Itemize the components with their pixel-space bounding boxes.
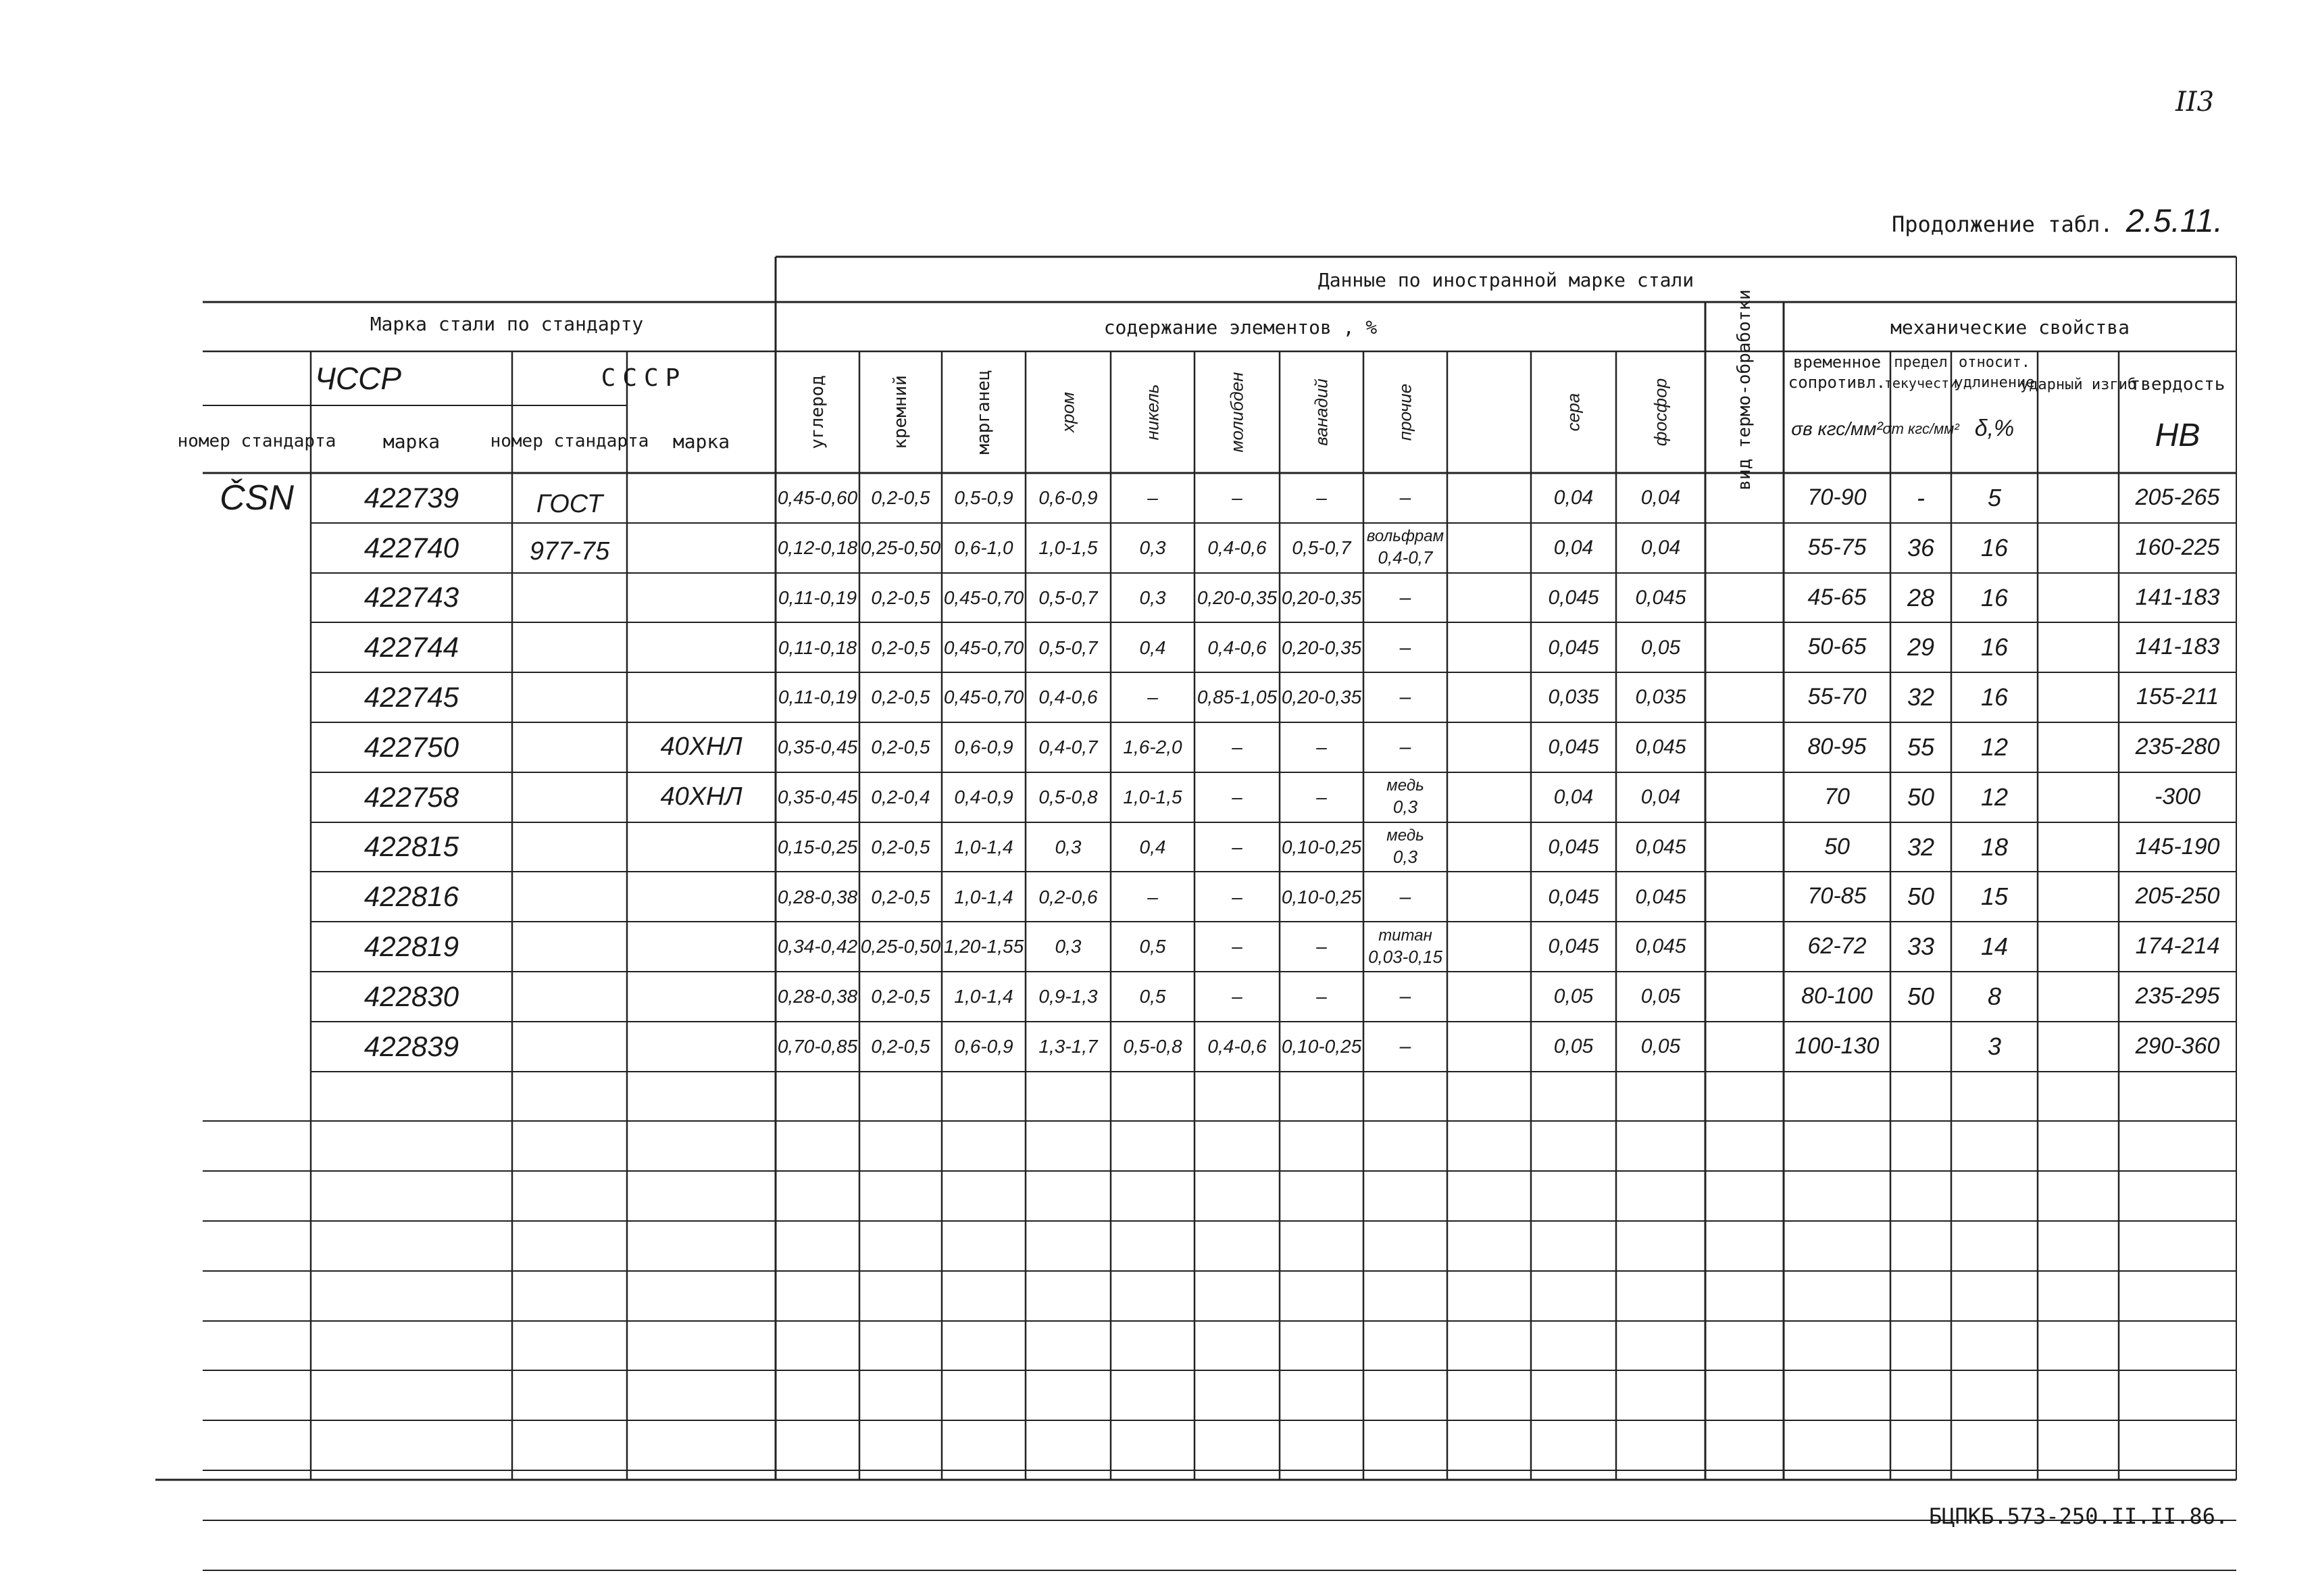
vanadium-value: 0,5-0,7 [1292,537,1351,558]
manganese-value: 0,6-1,0 [954,537,1013,558]
other-element-value: – [1399,487,1411,509]
vanadium-value: – [1316,487,1327,509]
nickel-value: 0,3 [1139,587,1166,608]
molybdenum-value: – [1232,936,1242,957]
yield-header: предел [1894,354,1948,372]
standard-number-header-ussr: номер стандарта [490,431,649,452]
phosphorus-header-cell [1616,353,1705,472]
foreign-grade-header: Данные по иностранной марке стали [1317,269,1694,292]
carbon-value: 0,70-0,85 [777,1036,858,1057]
nickel-value: 0,5 [1139,986,1166,1007]
carbon-value: 0,11-0,18 [778,637,857,658]
manganese-value: 1,0-1,4 [954,886,1013,907]
phosphorus-value: 0,045 [1635,586,1686,609]
ussr-grade-value [627,573,776,623]
other-element-value: – [1399,686,1411,709]
nickel-value: 0,4 [1139,836,1166,857]
heat-treatment-header: вид термо-обработки [1734,289,1755,491]
silicon-value: 0,25-0,50 [860,936,941,957]
phosphorus-value: 0,04 [1640,536,1681,559]
chromium-value: 0,6-0,9 [1038,487,1098,509]
grade-value: 422758 [363,780,459,813]
manganese-value: 0,5-0,9 [954,487,1013,509]
chromium-value: 0,4-0,6 [1038,687,1098,708]
nickel-value: 0,3 [1139,537,1166,558]
carbon-header-cell [776,353,859,472]
impact-header: ударный изгиб [2019,376,2137,394]
vanadium-value: – [1316,737,1327,758]
ussr-grade-value: 40ХНЛ [660,732,743,761]
grade-value: 422743 [363,581,459,614]
vanadium-value: 0,20-0,35 [1281,587,1362,608]
silicon-value: 0,2-0,5 [871,986,930,1007]
hardness-header: твердость [2130,374,2225,395]
chromium-value: 1,0-1,5 [1038,537,1098,558]
sulfur-value: 0,04 [1553,785,1594,808]
molybdenum-value: 0,4-0,6 [1207,537,1267,558]
yield-unit: σт кгс/мм² [1882,420,1959,438]
mechanical-header: механические свойства [1890,316,2130,339]
grade-value: 422839 [363,1030,459,1062]
other-header: прочие [1394,383,1415,441]
grade-header-ussr: марка [672,430,730,453]
chromium-value: 1,3-1,7 [1038,1036,1098,1057]
vanadium-value: 0,10-0,25 [1281,836,1362,857]
elongation-value: 3 [1987,1032,2002,1060]
tensile-value: 55-70 [1807,684,1867,710]
elements-header: содержание элементов , % [1103,316,1378,339]
molybdenum-value: 0,4-0,6 [1207,637,1267,658]
tensile-value: 45-65 [1807,584,1867,610]
elongation-value: 16 [1980,633,2009,662]
carbon-value: 0,11-0,19 [778,687,857,708]
elongation-value: 16 [1980,533,2009,562]
elongation-value: 8 [1987,982,2002,1010]
molybdenum-header: молибден [1226,372,1247,453]
yield-value: 50 [1907,982,1935,1010]
phosphorus-value: 0,035 [1635,686,1686,709]
yield-value: 32 [1907,683,1935,712]
manganese-value: 1,0-1,4 [954,986,1013,1007]
manganese-value: 0,45-0,70 [943,637,1024,658]
sulfur-header: сера [1563,393,1584,432]
other-element-value: – [1399,1034,1411,1057]
chromium-value: 0,2-0,6 [1038,886,1098,907]
hardness-value: 141-183 [2135,584,2220,610]
country-ussr: СССР [601,364,687,393]
hardness-value: 160-225 [2135,534,2220,560]
document-code: БЦПКБ.573-250.II.II.86. [1929,1503,2229,1529]
tensile-value: 80-95 [1807,734,1867,760]
grade-value: 422740 [363,531,459,564]
other-element-value: 0,3 [1392,846,1418,867]
tensile-value: 62-72 [1807,933,1867,959]
nickel-value: 0,4 [1139,637,1166,658]
chromium-value: 0,9-1,3 [1038,986,1098,1007]
hardness-value: 205-265 [2135,484,2220,511]
carbon-value: 0,35-0,45 [777,787,858,807]
ussr-grade-value [627,622,776,672]
hardness-value: 155-211 [2136,684,2219,710]
tensile-header: временное [1792,353,1882,372]
manganese-value: 1,20-1,55 [943,936,1024,957]
grade-value: 422830 [363,980,459,1012]
elongation-value: 12 [1980,782,2009,811]
silicon-value: 0,2-0,5 [871,637,930,658]
chromium-header-cell [1026,353,1111,472]
carbon-value: 0,45-0,60 [777,487,858,509]
yield-value [1890,1022,1951,1072]
chromium-value: 0,5-0,7 [1038,637,1098,658]
ussr-grade-value: 40ХНЛ [660,782,743,811]
other-element-value: – [1399,736,1411,759]
vanadium-value: 0,20-0,35 [1281,687,1362,708]
grade-value: 422816 [363,880,459,913]
vanadium-value: 0,10-0,25 [1281,1036,1362,1057]
other-element-name: медь [1386,826,1424,845]
elongation-value: 16 [1980,583,2009,612]
manganese-value: 0,6-0,9 [954,737,1013,758]
carbon-value: 0,11-0,19 [778,587,857,608]
silicon-value: 0,25-0,50 [860,537,941,558]
carbon-value: 0,15-0,25 [777,836,858,857]
silicon-value: 0,2-0,5 [871,687,930,708]
phosphorus-value: 0,045 [1635,835,1686,858]
carbon-value: 0,34-0,42 [777,936,858,957]
nickel-value: 1,0-1,5 [1123,787,1182,807]
chromium-value: 0,5-0,8 [1038,787,1098,807]
phosphorus-value: 0,05 [1640,636,1681,659]
elongation-unit: δ,% [1974,416,2015,442]
tensile-value: 55-75 [1807,534,1867,560]
vanadium-value: – [1316,787,1327,807]
ussr-grade-value [627,473,776,523]
sulfur-value: 0,04 [1553,487,1594,509]
ussr-grade-value [627,523,776,573]
phosphorus-value: 0,05 [1640,985,1681,1008]
standard-csn: ČSN [220,478,294,518]
molybdenum-value: 0,20-0,35 [1197,587,1278,608]
yield-header: текучести [1884,374,1958,391]
vanadium-value: – [1316,986,1327,1007]
molybdenum-value: – [1232,737,1242,758]
hardness-value: 145-190 [2135,833,2220,859]
hardness-value: 235-280 [2135,734,2220,760]
ussr-grade-value [627,872,776,922]
hardness-value: 205-250 [2135,883,2220,909]
vanadium-header-cell [1280,353,1363,472]
other-element-value: 0,03-0,15 [1368,946,1442,967]
molybdenum-value: – [1232,836,1242,857]
tensile-value: 50-65 [1807,634,1867,660]
sulfur-value: 0,04 [1553,536,1594,559]
tensile-value: 70-90 [1807,484,1867,511]
elongation-value: 14 [1980,932,2009,961]
phosphorus-header: фосфор [1650,378,1671,447]
standard-gost-number: 977-75 [529,537,610,566]
sulfur-value: 0,045 [1548,586,1599,609]
manganese-value: 0,45-0,70 [943,587,1024,608]
other-element-name: вольфрам [1366,527,1444,546]
hardness-value: 235-295 [2135,983,2220,1009]
elongation-header: удлинение [1954,374,2035,392]
nickel-value: – [1147,886,1158,907]
nickel-value: – [1147,687,1158,708]
sulfur-value: 0,035 [1548,686,1599,709]
sulfur-value: 0,05 [1553,1034,1594,1057]
yield-value: 55 [1907,733,1935,761]
sulfur-header-cell [1531,353,1616,472]
manganese-value: 0,45-0,70 [943,687,1024,708]
other-element-value: – [1399,586,1411,609]
vanadium-value: – [1316,936,1327,957]
molybdenum-value: 0,4-0,6 [1207,1036,1267,1057]
tensile-value: 50 [1824,833,1850,859]
ussr-grade-value [627,822,776,872]
vanadium-value: 0,10-0,25 [1281,886,1362,907]
manganese-value: 0,4-0,9 [954,787,1013,807]
heat-treatment-header-cell [1705,289,1784,491]
elongation-value: 12 [1980,733,2009,761]
grade-value: 422815 [363,830,459,863]
yield-value: 29 [1907,633,1935,662]
manganese-value: 1,0-1,4 [954,836,1013,857]
molybdenum-value: – [1232,986,1242,1007]
standard-number-header: номер стандарта [177,431,336,452]
vanadium-value: 0,20-0,35 [1281,637,1362,658]
hardness-value: 141-183 [2135,634,2220,660]
elongation-value: 15 [1980,882,2009,911]
tensile-unit: σв кгс/мм² [1791,418,1883,440]
molybdenum-value: 0,85-1,05 [1197,687,1278,708]
carbon-value: 0,28-0,38 [777,986,858,1007]
phosphorus-value: 0,05 [1640,1034,1681,1057]
ussr-grade-value [627,672,776,722]
nickel-header-cell [1111,353,1194,472]
molybdenum-value: – [1232,787,1242,807]
phosphorus-value: 0,04 [1640,785,1681,808]
silicon-value: 0,2-0,5 [871,836,930,857]
carbon-header: углерод [807,375,828,449]
silicon-value: 0,2-0,5 [871,886,930,907]
elongation-value: 5 [1987,484,2002,512]
sulfur-value: 0,045 [1548,835,1599,858]
ussr-grade-value [627,972,776,1022]
molybdenum-value: – [1232,886,1242,907]
hardness-unit: НВ [2155,417,2200,453]
sulfur-value: 0,045 [1548,885,1599,908]
tensile-value: 80-100 [1801,983,1873,1009]
continuation-text: Продолжение табл. [1892,211,2113,237]
ussr-grade-value [627,922,776,972]
elongation-value: 18 [1980,832,2009,861]
chromium-value: 0,4-0,7 [1038,737,1098,758]
other-element-value: 0,3 [1392,797,1418,818]
nickel-value: – [1147,487,1158,509]
page-number: II3 [2175,86,2215,118]
phosphorus-value: 0,04 [1640,487,1681,509]
carbon-value: 0,35-0,45 [777,737,858,758]
tensile-value: 70 [1824,783,1850,809]
other-element-value: – [1399,985,1411,1008]
other-header-cell [1363,353,1447,472]
grade-header: марка [382,430,441,453]
yield-value: 33 [1907,932,1935,961]
manganese-header: марганец [974,370,994,455]
country-czechoslovakia: ЧССР [314,360,402,396]
nickel-header: никель [1142,384,1163,441]
chromium-value: 0,5-0,7 [1038,587,1098,608]
ussr-grade-value [627,1022,776,1072]
hardness-value: -300 [2154,783,2201,809]
phosphorus-value: 0,045 [1635,736,1686,759]
chromium-header: хром [1057,392,1078,432]
silicon-value: 0,2-0,5 [871,487,930,509]
tensile-value: 100-130 [1794,1032,1880,1059]
silicon-value: 0,2-0,5 [871,1036,930,1057]
yield-value: 50 [1907,782,1935,811]
yield-value: 32 [1907,832,1935,861]
sulfur-value: 0,045 [1548,636,1599,659]
silicon-header-cell [859,353,942,472]
sulfur-value: 0,045 [1548,736,1599,759]
elongation-value: 16 [1980,683,2009,712]
nickel-value: 0,5 [1139,936,1166,957]
elongation-header: относит. [1959,354,2030,372]
grade-value: 422745 [363,681,459,714]
sulfur-value: 0,05 [1553,985,1594,1008]
other-element-value: – [1399,636,1411,659]
other-element-name: медь [1386,776,1424,795]
table-number: 2.5.11. [2126,203,2223,239]
tensile-value: 70-85 [1807,883,1867,909]
other-element-value: – [1399,885,1411,908]
vanadium-header: ванадий [1311,378,1332,446]
steel-grade-header: Марка стали по стандарту [370,313,644,336]
carbon-value: 0,12-0,18 [777,537,858,558]
manganese-value: 0,6-0,9 [954,1036,1013,1057]
yield-value: - [1917,484,1925,512]
yield-value: 50 [1907,882,1935,911]
grade-value: 422744 [363,631,459,664]
grade-value: 422750 [363,730,459,763]
nickel-value: 0,5-0,8 [1123,1036,1182,1057]
silicon-header: кремний [890,375,911,449]
sulfur-value: 0,045 [1548,935,1599,958]
carbon-value: 0,28-0,38 [777,886,858,907]
chromium-value: 0,3 [1055,836,1082,857]
silicon-value: 0,2-0,4 [871,787,930,807]
standard-gost: ГОСТ [536,490,603,519]
molybdenum-header-cell [1194,353,1280,472]
silicon-value: 0,2-0,5 [871,737,930,758]
yield-value: 28 [1907,583,1935,612]
tensile-header: сопротивл. [1788,373,1886,393]
other-element-value: 0,4-0,7 [1378,547,1433,568]
manganese-header-cell [942,353,1026,472]
phosphorus-value: 0,045 [1635,885,1686,908]
molybdenum-value: – [1232,487,1242,509]
grade-value: 422819 [363,930,459,963]
silicon-value: 0,2-0,5 [871,587,930,608]
grade-value: 422739 [363,481,459,514]
chromium-value: 0,3 [1055,936,1082,957]
hardness-value: 290-360 [2135,1032,2220,1059]
phosphorus-value: 0,045 [1635,935,1686,958]
other-element-name: титан [1378,926,1432,945]
hardness-value: 174-214 [2135,933,2220,959]
yield-value: 36 [1907,533,1935,562]
nickel-value: 1,6-2,0 [1123,737,1182,758]
